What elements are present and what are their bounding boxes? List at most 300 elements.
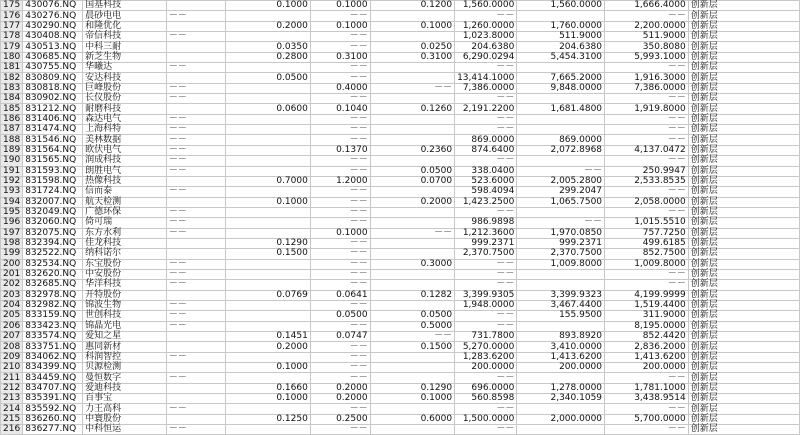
cell-col2[interactable] — [226, 280, 311, 290]
cell-name[interactable]: 航天检测 — [83, 197, 167, 207]
cell-code[interactable]: 831474.NQ — [23, 125, 83, 135]
cell-col4[interactable] — [370, 300, 455, 310]
cell-col5[interactable]: －－ — [455, 11, 517, 21]
row-header[interactable]: 185 — [1, 104, 23, 114]
cell-col6[interactable] — [517, 114, 605, 124]
cell-tier[interactable]: 创新层 — [688, 300, 799, 310]
cell-col1[interactable]: －－ — [166, 207, 226, 217]
cell-col5[interactable]: 5,270.0000 — [455, 342, 517, 352]
cell-col6[interactable]: 2,340.1059 — [517, 394, 605, 404]
row-header[interactable]: 182 — [1, 73, 23, 83]
cell-name[interactable]: 惠同新材 — [83, 342, 167, 352]
cell-col4[interactable] — [370, 269, 455, 279]
cell-col7[interactable]: 2,836.2000 — [605, 342, 689, 352]
cell-col5[interactable]: －－ — [455, 269, 517, 279]
cell-col3[interactable]: －－ — [310, 135, 370, 145]
cell-col5[interactable]: 1,283.6200 — [455, 352, 517, 362]
cell-code[interactable]: 430755.NQ — [23, 63, 83, 73]
cell-col3[interactable]: 1.2000 — [310, 176, 370, 186]
row-header[interactable]: 196 — [1, 218, 23, 228]
cell-col1[interactable]: －－ — [166, 352, 226, 362]
cell-tier[interactable]: 创新层 — [688, 73, 799, 83]
cell-col3[interactable]: －－ — [310, 259, 370, 269]
row-header[interactable]: 180 — [1, 52, 23, 62]
cell-col3[interactable]: －－ — [310, 425, 370, 435]
cell-tier[interactable]: 创新层 — [688, 135, 799, 145]
cell-code[interactable]: 833159.NQ — [23, 311, 83, 321]
cell-col1[interactable] — [166, 176, 226, 186]
cell-col1[interactable]: －－ — [166, 218, 226, 228]
cell-tier[interactable]: 创新层 — [688, 63, 799, 73]
cell-col7[interactable]: －－ — [605, 94, 689, 104]
cell-col2[interactable]: 0.2800 — [226, 52, 311, 62]
cell-col6[interactable]: 2,072.8968 — [517, 145, 605, 155]
cell-col4[interactable] — [370, 156, 455, 166]
cell-col2[interactable] — [226, 311, 311, 321]
cell-col1[interactable] — [166, 104, 226, 114]
cell-col4[interactable]: －－ — [370, 228, 455, 238]
cell-code[interactable]: 832522.NQ — [23, 249, 83, 259]
cell-col3[interactable]: 0.0500 — [310, 311, 370, 321]
cell-col4[interactable] — [370, 218, 455, 228]
cell-col1[interactable]: －－ — [166, 94, 226, 104]
cell-col6[interactable] — [517, 125, 605, 135]
cell-col2[interactable]: 0.2000 — [226, 21, 311, 31]
cell-name[interactable]: 信而泰 — [83, 187, 167, 197]
cell-col6[interactable]: －－ — [517, 166, 605, 176]
cell-col6[interactable] — [517, 11, 605, 21]
cell-col7[interactable]: 250.9947 — [605, 166, 689, 176]
cell-col2[interactable]: 0.2000 — [226, 342, 311, 352]
cell-col2[interactable] — [226, 425, 311, 435]
table-row[interactable] — [1, 63, 800, 73]
cell-col5[interactable]: 1,948.0000 — [455, 300, 517, 310]
cell-col4[interactable]: 0.1000 — [370, 21, 455, 31]
cell-tier[interactable]: 创新层 — [688, 42, 799, 52]
cell-tier[interactable]: 创新层 — [688, 425, 799, 435]
cell-col4[interactable] — [370, 125, 455, 135]
cell-col5[interactable]: 2,370.7500 — [455, 249, 517, 259]
cell-tier[interactable]: 创新层 — [688, 249, 799, 259]
cell-code[interactable]: 832620.NQ — [23, 269, 83, 279]
table-row[interactable] — [1, 207, 800, 217]
row-header[interactable]: 201 — [1, 269, 23, 279]
cell-col4[interactable]: 0.2360 — [370, 145, 455, 155]
cell-code[interactable]: 834062.NQ — [23, 352, 83, 362]
cell-col1[interactable] — [166, 383, 226, 393]
cell-col2[interactable] — [226, 259, 311, 269]
cell-col2[interactable] — [226, 187, 311, 197]
row-header[interactable]: 216 — [1, 425, 23, 435]
table-row[interactable] — [1, 42, 800, 52]
cell-col4[interactable] — [370, 94, 455, 104]
cell-code[interactable]: 832049.NQ — [23, 207, 83, 217]
row-header[interactable]: 177 — [1, 21, 23, 31]
cell-col6[interactable] — [517, 63, 605, 73]
cell-col1[interactable]: －－ — [166, 280, 226, 290]
cell-tier[interactable]: 创新层 — [688, 311, 799, 321]
row-header[interactable]: 179 — [1, 42, 23, 52]
cell-col6[interactable]: 3,399.9323 — [517, 290, 605, 300]
cell-col2[interactable] — [226, 269, 311, 279]
row-header[interactable]: 210 — [1, 363, 23, 373]
cell-code[interactable]: 832060.NQ — [23, 218, 83, 228]
cell-col1[interactable] — [166, 414, 226, 424]
cell-name[interactable]: 百事宝 — [83, 394, 167, 404]
cell-col5[interactable]: 3,399.9305 — [455, 290, 517, 300]
cell-tier[interactable]: 创新层 — [688, 290, 799, 300]
cell-name[interactable]: 世创科技 — [83, 311, 167, 321]
cell-name[interactable]: 东方水利 — [83, 228, 167, 238]
cell-code[interactable]: 834707.NQ — [23, 383, 83, 393]
cell-code[interactable]: 832534.NQ — [23, 259, 83, 269]
table-row[interactable] — [1, 11, 800, 21]
cell-col7[interactable]: 3,438.9514 — [605, 394, 689, 404]
cell-col7[interactable]: 8,195.0000 — [605, 321, 689, 331]
cell-name[interactable]: 上海科特 — [83, 125, 167, 135]
cell-col3[interactable]: －－ — [310, 187, 370, 197]
row-header[interactable]: 211 — [1, 373, 23, 383]
cell-col5[interactable]: －－ — [455, 311, 517, 321]
table-row[interactable] — [1, 394, 800, 404]
cell-name[interactable]: 中科恒运 — [83, 425, 167, 435]
cell-col5[interactable]: －－ — [455, 280, 517, 290]
cell-col2[interactable]: 0.1250 — [226, 414, 311, 424]
cell-col6[interactable]: 200.0000 — [517, 363, 605, 373]
cell-code[interactable]: 834399.NQ — [23, 363, 83, 373]
cell-col5[interactable]: 598.4094 — [455, 187, 517, 197]
cell-col1[interactable] — [166, 21, 226, 31]
cell-code[interactable]: 430685.NQ — [23, 52, 83, 62]
row-header[interactable]: 190 — [1, 156, 23, 166]
cell-code[interactable]: 833574.NQ — [23, 332, 83, 342]
cell-col7[interactable]: －－ — [605, 114, 689, 124]
cell-col4[interactable] — [370, 352, 455, 362]
cell-col5[interactable]: 13,414.1000 — [455, 73, 517, 83]
row-header[interactable]: 194 — [1, 197, 23, 207]
table-row[interactable] — [1, 73, 800, 83]
cell-col5[interactable]: 560.8598 — [455, 394, 517, 404]
cell-name[interactable]: 美林数据 — [83, 135, 167, 145]
row-header[interactable]: 186 — [1, 114, 23, 124]
row-header[interactable]: 202 — [1, 280, 23, 290]
cell-col5[interactable]: －－ — [455, 63, 517, 73]
cell-name[interactable]: 贝源检测 — [83, 363, 167, 373]
cell-col3[interactable]: －－ — [310, 63, 370, 73]
cell-col6[interactable] — [517, 207, 605, 217]
cell-name[interactable]: 长仪股份 — [83, 94, 167, 104]
cell-col5[interactable]: 1,260.0000 — [455, 21, 517, 31]
cell-col5[interactable]: －－ — [455, 425, 517, 435]
cell-col3[interactable]: －－ — [310, 197, 370, 207]
cell-col7[interactable]: 2,058.0000 — [605, 197, 689, 207]
cell-code[interactable]: 830902.NQ — [23, 94, 83, 104]
cell-col6[interactable]: 1,278.0000 — [517, 383, 605, 393]
cell-col4[interactable] — [370, 135, 455, 145]
cell-col5[interactable]: 1,023.8000 — [455, 32, 517, 42]
row-header[interactable]: 191 — [1, 166, 23, 176]
cell-col7[interactable]: 200.0000 — [605, 363, 689, 373]
cell-col2[interactable] — [226, 300, 311, 310]
cell-col4[interactable] — [370, 373, 455, 383]
cell-code[interactable]: 430076.NQ — [23, 1, 83, 11]
cell-col1[interactable] — [166, 332, 226, 342]
cell-col4[interactable] — [370, 32, 455, 42]
cell-name[interactable]: 安达科技 — [83, 73, 167, 83]
cell-col7[interactable]: 311.9000 — [605, 311, 689, 321]
cell-name[interactable]: 晨砂电电 — [83, 11, 167, 21]
cell-col6[interactable]: 1,681.4800 — [517, 104, 605, 114]
cell-col2[interactable] — [226, 135, 311, 145]
cell-col2[interactable] — [226, 83, 311, 93]
row-header[interactable]: 215 — [1, 414, 23, 424]
cell-col3[interactable]: 0.1040 — [310, 104, 370, 114]
cell-col4[interactable]: 0.0700 — [370, 176, 455, 186]
cell-col5[interactable]: －－ — [455, 404, 517, 414]
row-header[interactable]: 193 — [1, 187, 23, 197]
row-header[interactable]: 187 — [1, 125, 23, 135]
cell-col7[interactable]: －－ — [605, 187, 689, 197]
cell-code[interactable]: 831593.NQ — [23, 166, 83, 176]
cell-col3[interactable]: －－ — [310, 94, 370, 104]
cell-col6[interactable] — [517, 321, 605, 331]
cell-col3[interactable]: 0.2000 — [310, 394, 370, 404]
cell-col3[interactable]: 0.1370 — [310, 145, 370, 155]
table-row[interactable] — [1, 352, 800, 362]
cell-name[interactable]: 森达电气 — [83, 114, 167, 124]
cell-col4[interactable] — [370, 73, 455, 83]
cell-tier[interactable]: 创新层 — [688, 125, 799, 135]
table-row[interactable] — [1, 166, 800, 176]
cell-tier[interactable]: 创新层 — [688, 94, 799, 104]
row-header[interactable]: 206 — [1, 321, 23, 331]
cell-col6[interactable]: 3,467.4400 — [517, 300, 605, 310]
cell-col7[interactable]: －－ — [605, 425, 689, 435]
cell-col7[interactable]: －－ — [605, 280, 689, 290]
row-header[interactable]: 176 — [1, 11, 23, 21]
row-header[interactable]: 200 — [1, 259, 23, 269]
cell-col7[interactable]: 1,009.8000 — [605, 259, 689, 269]
cell-col4[interactable] — [370, 404, 455, 414]
cell-col6[interactable] — [517, 425, 605, 435]
cell-col3[interactable]: －－ — [310, 352, 370, 362]
cell-col6[interactable]: 1,560.0000 — [517, 1, 605, 11]
cell-col6[interactable] — [517, 94, 605, 104]
cell-col6[interactable]: 1,009.8000 — [517, 259, 605, 269]
cell-col1[interactable]: －－ — [166, 156, 226, 166]
cell-col5[interactable]: 338.0400 — [455, 166, 517, 176]
cell-col3[interactable]: 0.2500 — [310, 414, 370, 424]
table-row[interactable] — [1, 342, 800, 352]
cell-col7[interactable]: 1,413.6200 — [605, 352, 689, 362]
cell-tier[interactable]: 创新层 — [688, 114, 799, 124]
cell-col6[interactable] — [517, 280, 605, 290]
cell-col3[interactable]: 0.1000 — [310, 228, 370, 238]
cell-col3[interactable]: －－ — [310, 238, 370, 248]
row-header[interactable]: 195 — [1, 207, 23, 217]
table-row[interactable] — [1, 249, 800, 259]
cell-col7[interactable]: 4,137.0472 — [605, 145, 689, 155]
cell-tier[interactable]: 创新层 — [688, 259, 799, 269]
row-header[interactable]: 188 — [1, 135, 23, 145]
cell-col5[interactable]: 2,191.2200 — [455, 104, 517, 114]
cell-col3[interactable]: 0.0641 — [310, 290, 370, 300]
row-header[interactable]: 208 — [1, 342, 23, 352]
cell-col1[interactable]: －－ — [166, 311, 226, 321]
cell-tier[interactable]: 创新层 — [688, 11, 799, 21]
table-row[interactable] — [1, 280, 800, 290]
row-header[interactable]: 198 — [1, 238, 23, 248]
cell-name[interactable]: 巨峰股份 — [83, 83, 167, 93]
cell-name[interactable]: 华洋科技 — [83, 280, 167, 290]
cell-col7[interactable]: 4,199.9999 — [605, 290, 689, 300]
cell-col3[interactable]: 0.2000 — [310, 383, 370, 393]
cell-col2[interactable]: 0.0350 — [226, 42, 311, 52]
table-row[interactable] — [1, 383, 800, 393]
cell-col1[interactable]: －－ — [166, 63, 226, 73]
cell-name[interactable]: 和隆优化 — [83, 21, 167, 31]
cell-col5[interactable]: －－ — [455, 114, 517, 124]
cell-col3[interactable]: －－ — [310, 32, 370, 42]
cell-name[interactable]: 广德环保 — [83, 207, 167, 217]
cell-col5[interactable]: －－ — [455, 259, 517, 269]
cell-col7[interactable]: －－ — [605, 125, 689, 135]
cell-col3[interactable]: 0.1000 — [310, 21, 370, 31]
cell-tier[interactable]: 创新层 — [688, 218, 799, 228]
cell-col6[interactable]: 511.9000 — [517, 32, 605, 42]
cell-col3[interactable]: －－ — [310, 11, 370, 21]
table-row[interactable] — [1, 187, 800, 197]
cell-tier[interactable]: 创新层 — [688, 332, 799, 342]
cell-col7[interactable]: 2,200.0000 — [605, 21, 689, 31]
cell-col2[interactable]: 0.0600 — [226, 104, 311, 114]
cell-col1[interactable]: －－ — [166, 404, 226, 414]
cell-name[interactable]: 耐磨科技 — [83, 104, 167, 114]
cell-col7[interactable]: 499.6185 — [605, 238, 689, 248]
cell-col5[interactable]: －－ — [455, 321, 517, 331]
row-header[interactable]: 189 — [1, 145, 23, 155]
cell-tier[interactable]: 创新层 — [688, 1, 799, 11]
cell-col7[interactable]: 1,916.3000 — [605, 73, 689, 83]
cell-tier[interactable]: 创新层 — [688, 321, 799, 331]
cell-tier[interactable]: 创新层 — [688, 414, 799, 424]
cell-col1[interactable]: －－ — [166, 321, 226, 331]
cell-name[interactable]: 爱迪科技 — [83, 383, 167, 393]
cell-col3[interactable]: 0.3100 — [310, 52, 370, 62]
row-header[interactable]: 212 — [1, 383, 23, 393]
cell-code[interactable]: 831565.NQ — [23, 156, 83, 166]
cell-col2[interactable] — [226, 11, 311, 21]
cell-name[interactable]: 纳科诺尔 — [83, 249, 167, 259]
cell-col4[interactable]: 0.5000 — [370, 321, 455, 331]
cell-col5[interactable]: 986.9898 — [455, 218, 517, 228]
cell-code[interactable]: 832978.NQ — [23, 290, 83, 300]
cell-tier[interactable]: 创新层 — [688, 280, 799, 290]
cell-name[interactable]: 爱知之星 — [83, 332, 167, 342]
table-row[interactable] — [1, 21, 800, 31]
cell-col7[interactable]: 1,919.8000 — [605, 104, 689, 114]
cell-col3[interactable]: －－ — [310, 218, 370, 228]
cell-col2[interactable] — [226, 145, 311, 155]
cell-code[interactable]: 833751.NQ — [23, 342, 83, 352]
cell-col1[interactable] — [166, 42, 226, 52]
cell-col3[interactable]: －－ — [310, 363, 370, 373]
cell-col7[interactable]: －－ — [605, 373, 689, 383]
cell-name[interactable]: 中科三耐 — [83, 42, 167, 52]
cell-col2[interactable] — [226, 321, 311, 331]
cell-col2[interactable] — [226, 114, 311, 124]
cell-col3[interactable]: －－ — [310, 114, 370, 124]
cell-tier[interactable]: 创新层 — [688, 238, 799, 248]
cell-col4[interactable] — [370, 238, 455, 248]
cell-code[interactable]: 831406.NQ — [23, 114, 83, 124]
cell-col7[interactable]: －－ — [605, 63, 689, 73]
cell-col4[interactable]: 0.1282 — [370, 290, 455, 300]
table-row[interactable] — [1, 218, 800, 228]
cell-col1[interactable] — [166, 249, 226, 259]
cell-col3[interactable]: －－ — [310, 207, 370, 217]
cell-col4[interactable] — [370, 363, 455, 373]
cell-tier[interactable]: 创新层 — [688, 166, 799, 176]
cell-col7[interactable]: －－ — [605, 269, 689, 279]
cell-col2[interactable]: 0.1500 — [226, 249, 311, 259]
cell-col3[interactable]: －－ — [310, 373, 370, 383]
cell-tier[interactable]: 创新层 — [688, 52, 799, 62]
cell-col1[interactable]: －－ — [166, 425, 226, 435]
cell-name[interactable]: 锦波生物 — [83, 300, 167, 310]
cell-col1[interactable]: －－ — [166, 259, 226, 269]
cell-col6[interactable]: 2,005.2800 — [517, 176, 605, 186]
cell-col5[interactable]: －－ — [455, 373, 517, 383]
table-row[interactable] — [1, 363, 800, 373]
row-header[interactable]: 213 — [1, 394, 23, 404]
cell-code[interactable]: 832685.NQ — [23, 280, 83, 290]
cell-col5[interactable]: －－ — [455, 125, 517, 135]
cell-col6[interactable]: 999.2371 — [517, 238, 605, 248]
cell-code[interactable]: 834459.NQ — [23, 373, 83, 383]
cell-col7[interactable]: 5,700.0000 — [605, 414, 689, 424]
cell-col5[interactable]: 874.6400 — [455, 145, 517, 155]
row-header[interactable]: 178 — [1, 32, 23, 42]
cell-code[interactable]: 830818.NQ — [23, 83, 83, 93]
cell-col3[interactable]: －－ — [310, 166, 370, 176]
table-row[interactable] — [1, 197, 800, 207]
cell-tier[interactable]: 创新层 — [688, 176, 799, 186]
cell-col6[interactable]: 204.6380 — [517, 42, 605, 52]
cell-col2[interactable] — [226, 32, 311, 42]
cell-col6[interactable]: 1,413.6200 — [517, 352, 605, 362]
cell-col3[interactable]: －－ — [310, 42, 370, 52]
cell-col6[interactable]: 299.2047 — [517, 187, 605, 197]
cell-col6[interactable]: 2,000.0000 — [517, 414, 605, 424]
cell-code[interactable]: 836277.NQ — [23, 425, 83, 435]
cell-tier[interactable]: 创新层 — [688, 269, 799, 279]
cell-col3[interactable]: 0.4000 — [310, 83, 370, 93]
cell-col2[interactable] — [226, 404, 311, 414]
cell-name[interactable]: 倚可瑞 — [83, 218, 167, 228]
cell-col2[interactable] — [226, 218, 311, 228]
row-header[interactable]: 203 — [1, 290, 23, 300]
cell-code[interactable]: 430276.NQ — [23, 11, 83, 21]
cell-col6[interactable]: －－ — [517, 218, 605, 228]
cell-col4[interactable]: 0.1200 — [370, 1, 455, 11]
row-header[interactable]: 199 — [1, 249, 23, 259]
table-row[interactable] — [1, 52, 800, 62]
cell-col1[interactable]: －－ — [166, 32, 226, 42]
table-row[interactable] — [1, 94, 800, 104]
cell-col2[interactable] — [226, 125, 311, 135]
cell-code[interactable]: 832075.NQ — [23, 228, 83, 238]
